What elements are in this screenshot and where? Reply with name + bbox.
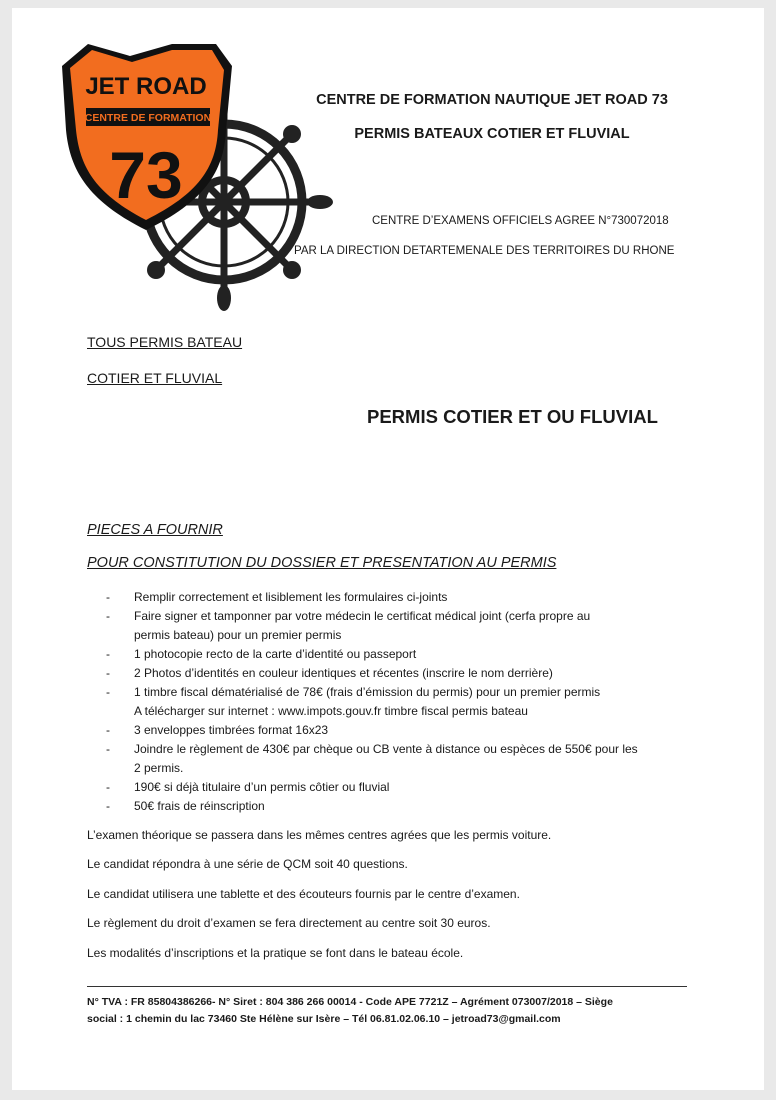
logo-number: 73	[109, 138, 183, 212]
paragraph-exam: L’examen théorique se passera dans les mêmes centres agrées que les permis voiture.	[87, 828, 552, 842]
logo-tagline: CENTRE DE FORMATION	[84, 112, 212, 124]
list-item: - Faire signer et tamponner par votre médecin le certificat médical joint (cerfa propre au permis bateau) pour un premier permis	[106, 609, 591, 642]
list-item: - 1 timbre fiscal dématérialisé de 78€ (frais d’émission du permis) pour un premier permis A télécharger sur internet : www.impots.gouv.fr timbre fiscal permis bateau	[106, 685, 601, 718]
header-subtitle: PERMIS BATEAUX COTIER ET FLUVIAL	[354, 126, 630, 142]
footer-line-1: N° TVA : FR 85804386266- N° Siret : 804 386 266 00014 - Code APE 7721Z – Agrément 073007/2018 – Siège	[87, 996, 613, 1008]
intro-title-1: TOUS PERMIS BATEAU	[87, 334, 243, 350]
logo-brand: JET ROAD	[85, 73, 207, 100]
list-item: - Joindre le règlement de 430€ par chèque ou CB vente à distance ou espèces de 550€ pour les 2 permis.	[106, 742, 638, 775]
pieces-list	[104, 588, 724, 816]
list-item: - 3 enveloppes timbrées format 16x23	[106, 723, 329, 737]
footer-line-2: social : 1 chemin du lac 73460 Ste Hélène sur Isère – Tél 06.81.02.06.10 – jetroad73@gmail.com	[87, 1013, 561, 1025]
jet-road-logo	[34, 22, 334, 322]
header-agreement: CENTRE D’EXAMENS OFFICIELS AGREE N°730072018	[372, 215, 669, 227]
footer	[87, 994, 707, 1028]
paragraph-tablet: Le candidat utilisera une tablette et des écouteurs fournis par le centre d’examen.	[87, 887, 520, 901]
paragraph-fee: Le règlement du droit d’examen se fera directement au centre soit 30 euros.	[87, 916, 491, 930]
list-item: - 190€ si déjà titulaire d’un permis côtier ou fluvial	[106, 780, 390, 794]
header-title: CENTRE DE FORMATION NAUTIQUE JET ROAD 73	[316, 92, 668, 108]
paragraph-qcm: Le candidat répondra à une série de QCM soit 40 questions.	[87, 857, 408, 871]
paragraph-practice: Les modalités d’inscriptions et la pratique se font dans le bateau école.	[87, 946, 464, 960]
footer-divider	[87, 986, 687, 987]
pieces-heading: PIECES A FOURNIR	[87, 522, 223, 538]
main-title: PERMIS COTIER ET OU FLUVIAL	[367, 406, 658, 427]
list-item: - 1 photocopie recto de la carte d’identité ou passeport	[106, 647, 417, 661]
list-item: - Remplir correctement et lisiblement les formulaires ci-joints	[106, 590, 448, 604]
header-direction: PAR LA DIRECTION DETARTEMENALE DES TERRITOIRES DU RHONE	[294, 245, 675, 257]
pieces-subheading: POUR CONSTITUTION DU DOSSIER ET PRESENTATION AU PERMIS	[87, 555, 557, 571]
document-page	[12, 8, 764, 1090]
list-item: - 2 Photos d’identités en couleur identiques et récentes (inscrire le nom derrière)	[106, 666, 553, 680]
intro-title-2: COTIER ET FLUVIAL	[87, 370, 223, 386]
list-item: - 50€ frais de réinscription	[106, 799, 265, 813]
